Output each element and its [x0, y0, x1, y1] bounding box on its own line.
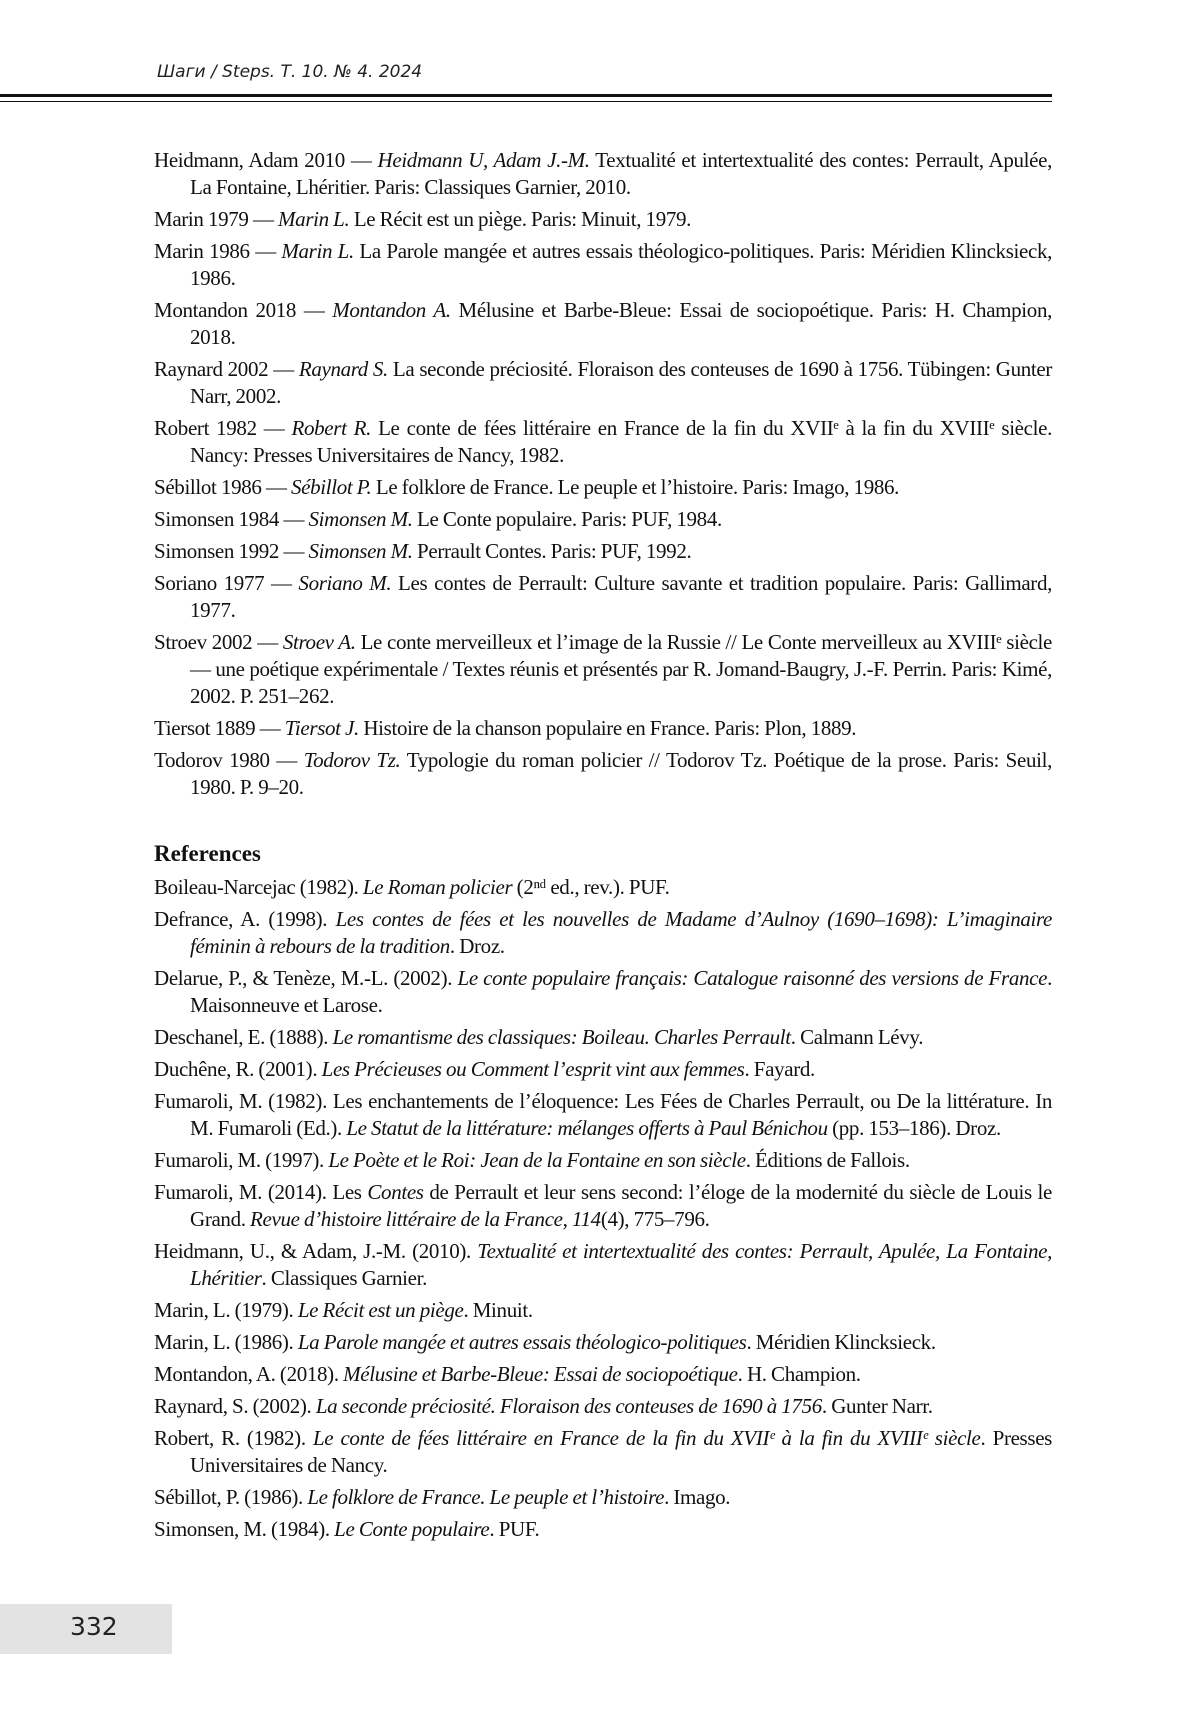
- reference-entry: Fumaroli, M. (2014). Les Contes de Perrault et leur sens second: l’éloge de la modernité du siècle de Louis le Grand. Revue d’histoire littéraire de la France, 114(4), 775–796.: [154, 1179, 1052, 1233]
- reference-entry: Deschanel, E. (1888). Le romantisme des classiques: Boileau. Charles Perrault. Calmann Lévy.: [154, 1024, 1052, 1051]
- reference-entry: Fumaroli, M. (1997). Le Poète et le Roi: Jean de la Fontaine en son siècle. Éditions de Fallois.: [154, 1147, 1052, 1174]
- bibliography: [154, 147, 1052, 1548]
- header-rule-thin: [0, 101, 1052, 102]
- reference-entry: Heidmann, U., & Adam, J.-M. (2010). Textualité et intertextualité des contes: Perrault, Apulée, La Fontaine, Lhéritier. Classiques Garnier.: [154, 1238, 1052, 1292]
- reference-entry: Raynard, S. (2002). La seconde préciosité. Floraison des conteuses de 1690 à 1756. Gunter Narr.: [154, 1393, 1052, 1420]
- reference-entry: Sébillot, P. (1986). Le folklore de France. Le peuple et l’histoire. Imago.: [154, 1484, 1052, 1511]
- references-heading: References: [154, 841, 1052, 867]
- reference-entry: Marin, L. (1986). La Parole mangée et autres essais théologico-politiques. Méridien Klincksieck.: [154, 1329, 1052, 1356]
- reference-entry: Montandon, A. (2018). Mélusine et Barbe-Bleue: Essai de sociopoétique. H. Champion.: [154, 1361, 1052, 1388]
- source-entry: Heidmann, Adam 2010 — Heidmann U, Adam J.-M. Textualité et intertextualité des contes: Perrault, Apulée, La Fontaine, Lhéritier. Paris: Classiques Garnier, 2010.: [154, 147, 1052, 201]
- reference-entry: Duchêne, R. (2001). Les Précieuses ou Comment l’esprit vint aux femmes. Fayard.: [154, 1056, 1052, 1083]
- sources-list: [154, 147, 1052, 801]
- source-entry: Todorov 1980 — Todorov Tz. Typologie du roman policier // Todorov Tz. Poétique de la prose. Paris: Seuil, 1980. P. 9–20.: [154, 747, 1052, 801]
- running-head: Шаги / Steps. Т. 10. № 4. 2024: [157, 62, 422, 82]
- source-entry: Soriano 1977 — Soriano M. Les contes de Perrault: Culture savante et tradition populaire. Paris: Gallimard, 1977.: [154, 570, 1052, 624]
- source-entry: Marin 1979 — Marin L. Le Récit est un piège. Paris: Minuit, 1979.: [154, 206, 1052, 233]
- reference-entry: Marin, L. (1979). Le Récit est un piège. Minuit.: [154, 1297, 1052, 1324]
- reference-entry: Defrance, A. (1998). Les contes de fées et les nouvelles de Madame d’Aulnoy (1690–1698): L’imaginaire féminin à rebours de la tradition. Droz.: [154, 906, 1052, 960]
- reference-entry: Robert, R. (1982). Le conte de fées littéraire en France de la fin du XVIIᵉ à la fin du XVIIIᵉ siècle. Presses Universitaires de Nancy.: [154, 1425, 1052, 1479]
- reference-entry: Boileau-Narcejac (1982). Le Roman policier (2ⁿᵈ ed., rev.). PUF.: [154, 874, 1052, 901]
- source-entry: Simonsen 1992 — Simonsen M. Perrault Contes. Paris: PUF, 1992.: [154, 538, 1052, 565]
- source-entry: Robert 1982 — Robert R. Le conte de fées littéraire en France de la fin du XVIIᵉ à la fin du XVIIIᵉ siècle. Nancy: Presses Universitaires de Nancy, 1982.: [154, 415, 1052, 469]
- source-entry: Sébillot 1986 — Sébillot P. Le folklore de France. Le peuple et l’histoire. Paris: Imago, 1986.: [154, 474, 1052, 501]
- source-entry: Tiersot 1889 — Tiersot J. Histoire de la chanson populaire en France. Paris: Plon, 1889.: [154, 715, 1052, 742]
- source-entry: Raynard 2002 — Raynard S. La seconde préciosité. Floraison des conteuses de 1690 à 1756. Tübingen: Gunter Narr, 2002.: [154, 356, 1052, 410]
- source-entry: Simonsen 1984 — Simonsen M. Le Conte populaire. Paris: PUF, 1984.: [154, 506, 1052, 533]
- source-entry: Montandon 2018 — Montandon A. Mélusine et Barbe-Bleue: Essai de sociopoétique. Paris: H. Champion, 2018.: [154, 297, 1052, 351]
- references-list: [154, 874, 1052, 1543]
- reference-entry: Simonsen, M. (1984). Le Conte populaire. PUF.: [154, 1516, 1052, 1543]
- source-entry: Stroev 2002 — Stroev A. Le conte merveilleux et l’image de la Russie // Le Conte merveilleux au XVIIIᵉ siècle — une poétique expérimentale / Textes réunis et présentés par R. Jomand-Baugry, J.-F. Perrin. Paris: Kimé, 2002. P. 251–262.: [154, 629, 1052, 710]
- page-number: 332: [70, 1612, 118, 1641]
- source-entry: Marin 1986 — Marin L. La Parole mangée et autres essais théologico-politiques. Paris: Méridien Klincksieck, 1986.: [154, 238, 1052, 292]
- header-rule-thick: [0, 94, 1052, 97]
- reference-entry: Delarue, P., & Tenèze, M.-L. (2002). Le conte populaire français: Catalogue raisonné des versions de France. Maisonneuve et Larose.: [154, 965, 1052, 1019]
- reference-entry: Fumaroli, M. (1982). Les enchantements de l’éloquence: Les Fées de Charles Perrault, ou De la littérature. In M. Fumaroli (Ed.). Le Statut de la littérature: mélanges offerts à Paul Bénichou (pp. 153–186). Droz.: [154, 1088, 1052, 1142]
